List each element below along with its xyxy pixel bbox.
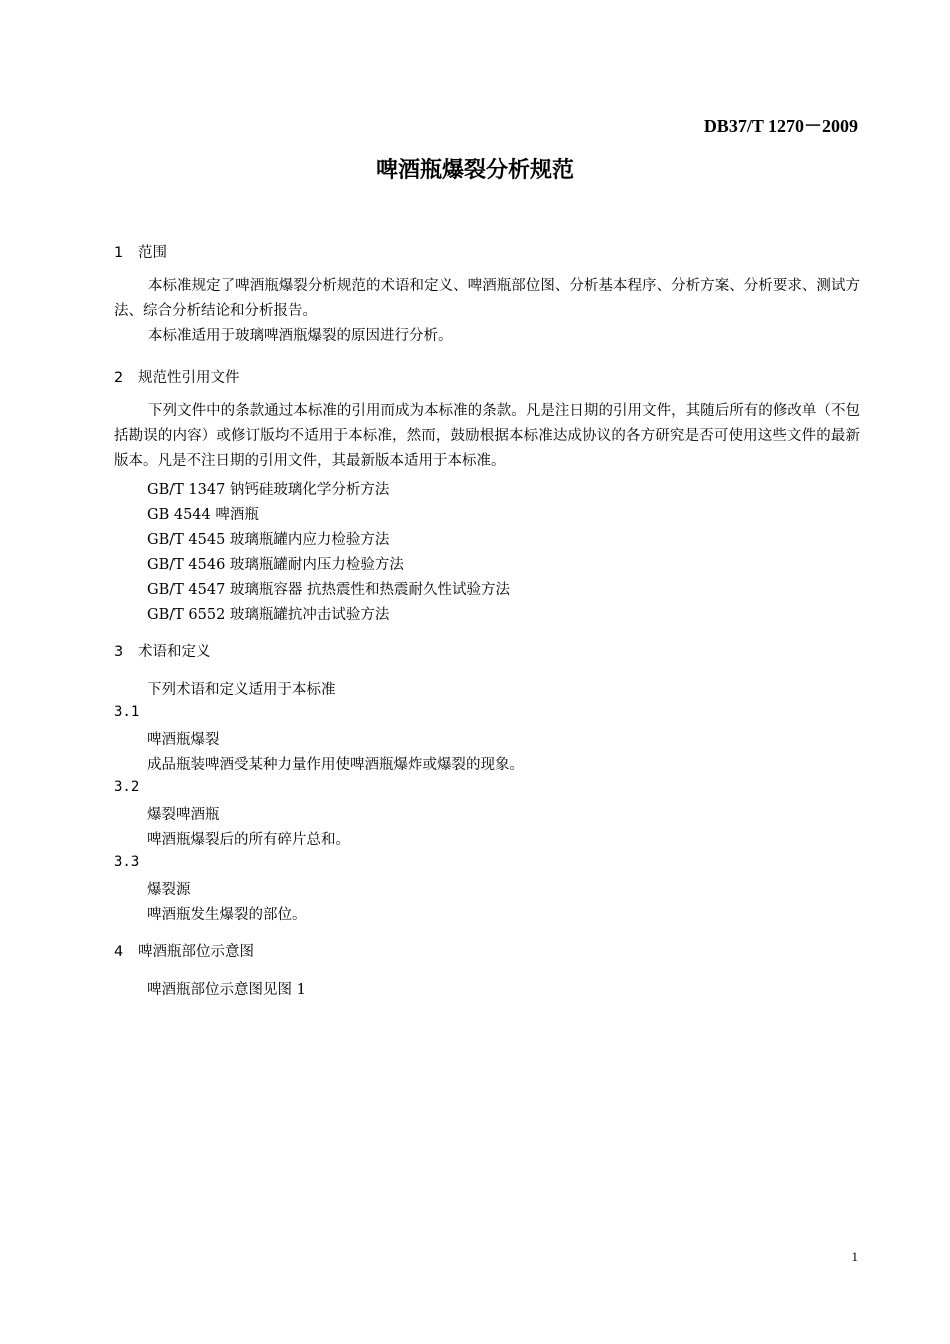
references-paragraph: 下列文件中的条款通过本标准的引用而成为本标准的条款。凡是注日期的引用文件，其随后所有的修改单（不包括勘误的内容）或修订版均不适用于本标准，然而，鼓励根据本标准达成协议的各方研究是否可使用这些文件的最新版本。凡是不注日期的引用文件，其最新版本适用于本标准。	[114, 403, 860, 469]
section-number: 1	[114, 245, 124, 261]
term-number: 3.2	[114, 779, 140, 795]
diagram-intro: 啤酒瓶部位示意图见图 1	[147, 982, 306, 998]
term-name: 啤酒瓶爆裂	[147, 732, 220, 748]
term-name: 爆裂啤酒瓶	[147, 807, 220, 823]
term-definition: 啤酒瓶发生爆裂的部位。	[147, 907, 307, 923]
section-title: 范围	[138, 245, 167, 261]
section-heading-bottle-diagram	[114, 940, 254, 961]
section-title: 啤酒瓶部位示意图	[138, 944, 254, 960]
page-number: 1	[851, 1249, 858, 1264]
reference-item: GB 4544 啤酒瓶	[147, 507, 259, 523]
reference-item: GB/T 1347 钠钙硅玻璃化学分析方法	[147, 482, 390, 498]
scope-paragraph: 本标准适用于玻璃啤酒瓶爆裂的原因进行分析。	[148, 328, 453, 344]
section-title: 规范性引用文件	[138, 370, 240, 386]
standard-code: DB37/T 1270－2009	[703, 116, 858, 136]
section-number: 4	[114, 944, 124, 960]
term-definition: 啤酒瓶爆裂后的所有碎片总和。	[147, 832, 350, 848]
section-heading-terms	[114, 640, 211, 661]
term-definition: 成品瓶装啤酒受某种力量作用使啤酒瓶爆炸或爆裂的现象。	[147, 757, 524, 773]
reference-item: GB/T 4546 玻璃瓶罐耐内压力检验方法	[147, 557, 404, 573]
reference-item: GB/T 4545 玻璃瓶罐内应力检验方法	[147, 532, 390, 548]
scope-paragraph: 本标准规定了啤酒瓶爆裂分析规范的术语和定义、啤酒瓶部位图、分析基本程序、分析方案、分析要求、测试方法、综合分析结论和分析报告。	[114, 278, 860, 319]
term-number: 3.3	[114, 854, 140, 870]
section-number: 3	[114, 644, 124, 660]
reference-item: GB/T 6552 玻璃瓶罐抗冲击试验方法	[147, 607, 390, 623]
section-heading-scope	[114, 241, 167, 262]
reference-item: GB/T 4547 玻璃瓶容器 抗热震性和热震耐久性试验方法	[147, 582, 511, 598]
section-number: 2	[114, 370, 124, 386]
section-heading-normative-references	[114, 366, 240, 387]
section-title: 术语和定义	[138, 644, 211, 660]
term-name: 爆裂源	[147, 882, 191, 898]
document-title: 啤酒瓶爆裂分析规范	[375, 158, 574, 183]
term-number: 3.1	[114, 704, 140, 720]
terms-intro: 下列术语和定义适用于本标准	[147, 682, 336, 698]
